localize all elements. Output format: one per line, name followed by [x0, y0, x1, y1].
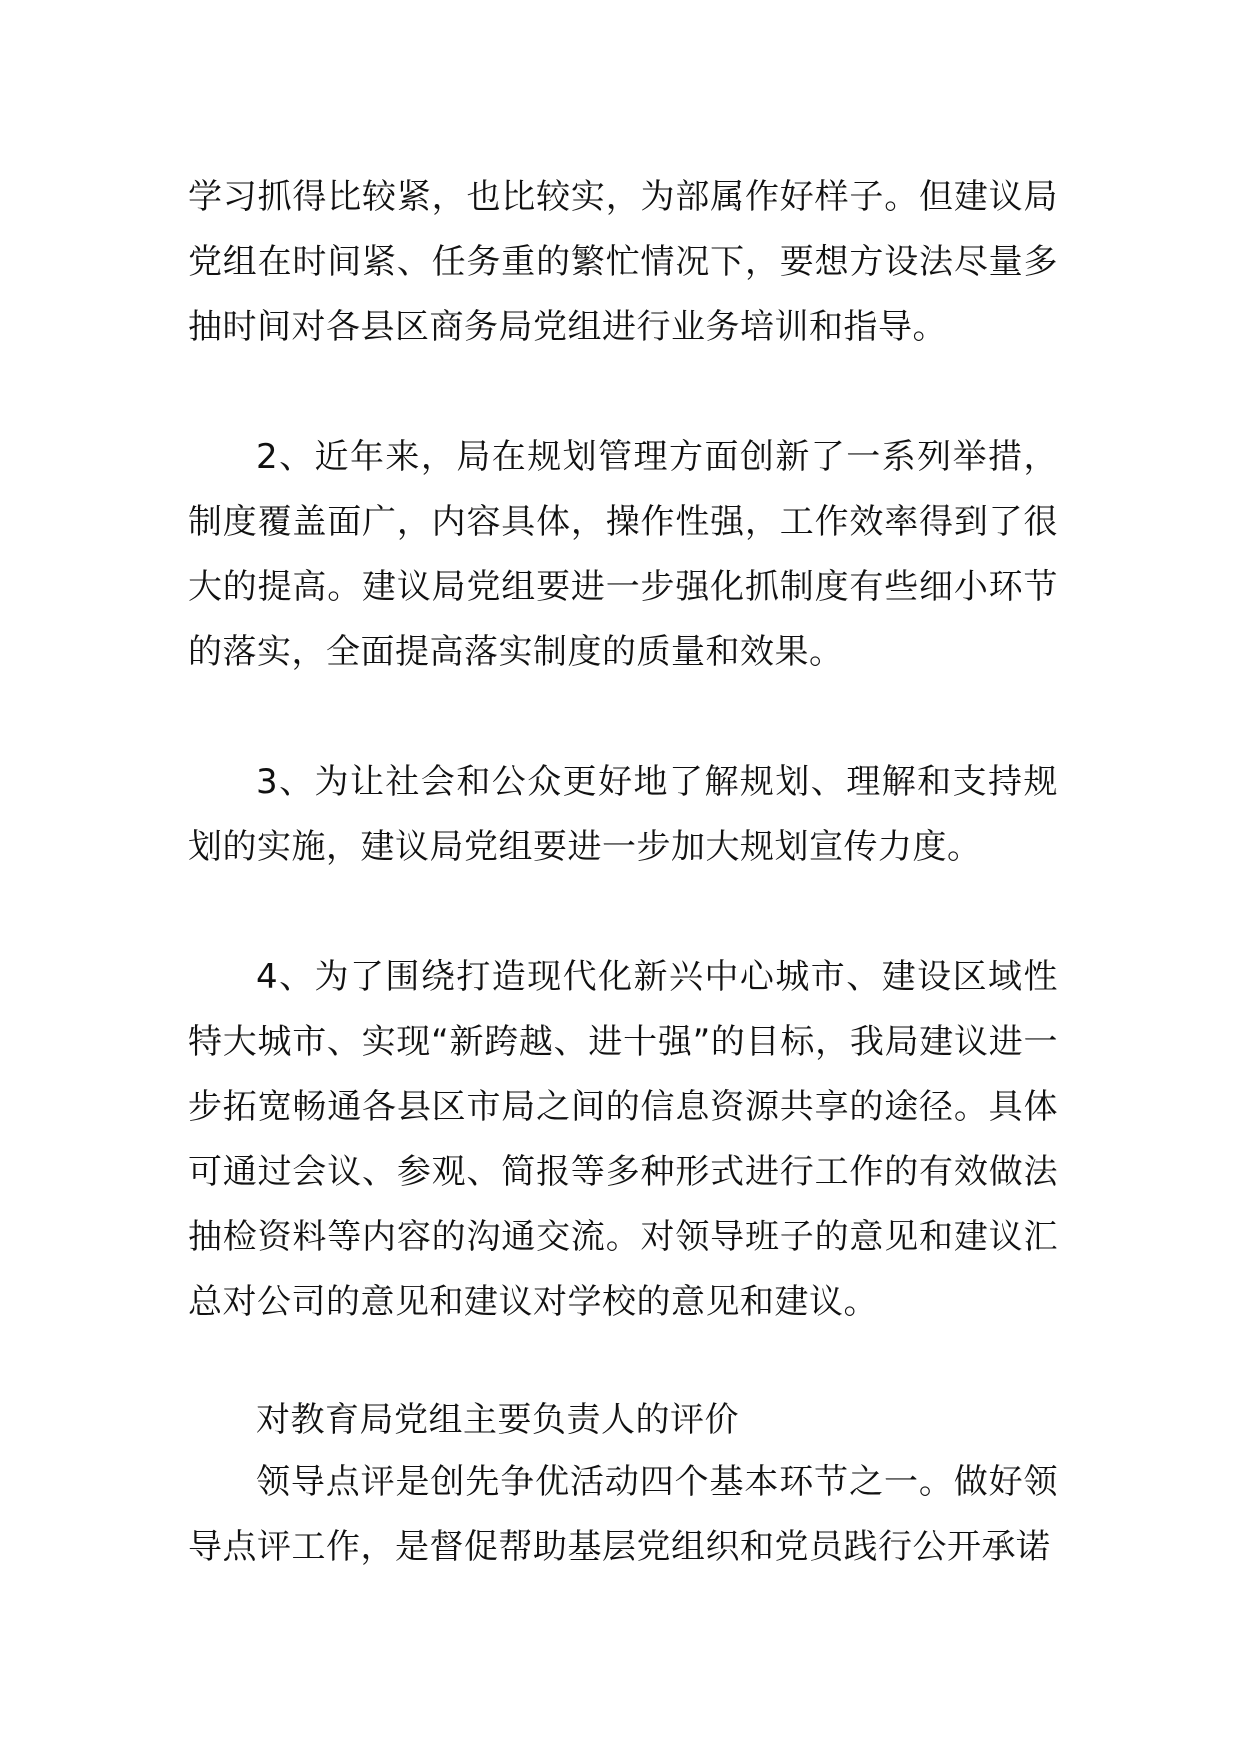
paragraph-item-2: 2、近年来，局在规划管理方面创新了一系列举措，制度覆盖面广，内容具体，操作性强，工作效率得到了很大的提高。建议局党组要进一步强化抓制度有些细小环节的落实，全面提高落实制度的质量和效果。 — [188, 437, 1058, 672]
paragraph-closing: 领导点评是创先争优活动四个基本环节之一。做好领导点评工作，是督促帮助基层党组织和党员践行公开承诺 — [188, 1462, 1058, 1567]
paragraph-continuation: 学习抓得比较紧，也比较实，为部属作好样子。但建议局党组在时间紧、任务重的繁忙情况下，要想方设法尽量多抽时间对各县区商务局党组进行业务培训和指导。 — [188, 177, 1058, 347]
paragraph-item-4: 4、为了围绕打造现代化新兴中心城市、建设区域性特大城市、实现“新跨越、进十强”的目标，我局建议进一步拓宽畅通各县区市局之间的信息资源共享的途径。具体可通过会议、参观、简报等多种形式进行工作的有效做法抽检资料等内容的沟通交流。对领导班子的意见和建议汇总对公司的意见和建议对学校的意见和建议。 — [188, 957, 1058, 1322]
paragraph-item-3: 3、为让社会和公众更好地了解规划、理解和支持规划的实施，建议局党组要进一步加大规划宣传力度。 — [188, 762, 1058, 867]
section-heading: 对教育局党组主要负责人的评价 — [256, 1400, 739, 1440]
document-body — [188, 165, 1058, 1580]
